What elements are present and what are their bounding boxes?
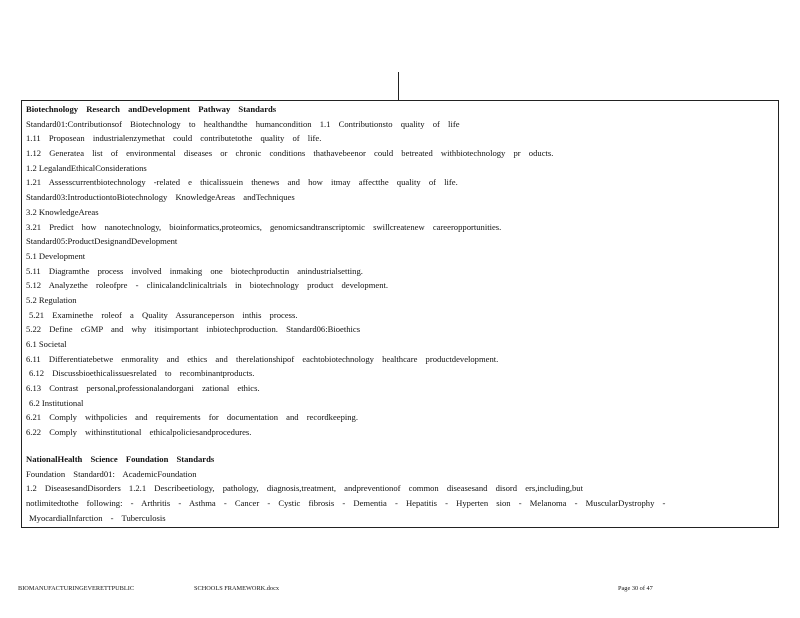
text-line: Foundation Standard01: AcademicFoundation — [26, 468, 197, 479]
text-line: 6.22 Comply withinstitutional ethicalpoliciesandprocedures. — [26, 427, 252, 438]
text-line: 1.11 Proposean industrialenzymethat could contributetothe quality of life. — [26, 133, 322, 144]
text-line: 5.12 Analyzethe roleofpre - clinicalandclinicaltrials in biotechnology product development. — [26, 280, 389, 291]
text-line: 5.11 Diagramthe process involved inmaking one biotechproductin anindustrialsetting. — [26, 265, 363, 276]
text-line: MyocardialInfarction - Tuberculosis — [29, 512, 166, 523]
section-gap — [26, 440, 774, 452]
text-line: notlimitedtothe following: - Arthritis - Asthma - Cancer - Cystic fibrosis - Dementia - Hepatitis - Hyperten sion - Melanoma - MuscularDystrophy - — [26, 497, 666, 508]
text-line: Standard05:ProductDesignandDevelopment — [26, 236, 178, 247]
header-divider-line — [398, 72, 399, 101]
text-line: 1.21 Assesscurrentbiotechnology -related e thicalissuein thenews and how itmay affectthe quality of life. — [26, 177, 458, 188]
text-line: 3.2 KnowledgeAreas — [26, 206, 99, 217]
text-line: 5.22 Define cGMP and why itisimportant inbiotechproduction. Standard06:Bioethics — [26, 324, 361, 335]
text-line: 3.21 Predict how nanotechnology, bioinformatics,proteomics, genomicsandtranscriptomic swillcreatenew careeropportunities. — [26, 221, 502, 232]
text-line: 1.2 DiseasesandDisorders 1.2.1 Describeetiology, pathology, diagnosis,treatment, andpreventionof common diseasesand disord ers,including,but — [26, 483, 583, 494]
text-line: 6.11 Differentiatebetwe enmorality and ethics and therelationshipof eachtobiotechnology healthcare productdevelopment. — [26, 353, 499, 364]
text-line: 6.12 Discussbioethicalissuesrelated to recombinantproducts. — [29, 368, 255, 379]
text-line: Standard01:Contributionsof Biotechnology to healthandthe humancondition 1.1 Contributionsto quality of life — [26, 118, 460, 129]
footer-filename-cont: SCHOOLS FRAMEWORK.docx — [194, 585, 280, 592]
text-line: 6.21 Comply withpolicies and requirements for documentation and recordkeeping. — [26, 412, 358, 423]
text-line: 6.13 Contrast personal,professionalandorgani zational ethics. — [26, 383, 260, 394]
text-line: 1.12 Generatea list of environmental diseases or chronic conditions thathavebeenor could betreated withbiotechnology pr oducts. — [26, 148, 554, 159]
text-line: Standard03:IntroductiontoBiotechnology KnowledgeAreas andTechniques — [26, 192, 295, 203]
section-heading: NationalHealth Science Foundation Standards — [26, 453, 215, 464]
text-line: 5.21 Examinethe roleof a Quality Assuranceperson inthis process. — [29, 309, 298, 320]
text-line: 5.1 Development — [26, 250, 86, 261]
text-line: 1.2 LegalandEthicalConsiderations — [26, 162, 147, 173]
text-line: 6.1 Societal — [26, 339, 67, 349]
document-body — [26, 102, 774, 525]
text-line: 6.2 Institutional — [29, 397, 84, 408]
text-line: 5.2 Regulation — [26, 294, 77, 305]
footer-page-number: Page 30 of 47 — [618, 585, 653, 592]
footer-filename: BIOMANUFACTURINGEVERETTPUBLIC — [18, 585, 135, 592]
section-heading: Biotechnology Research andDevelopment Pathway Standards — [26, 104, 277, 114]
